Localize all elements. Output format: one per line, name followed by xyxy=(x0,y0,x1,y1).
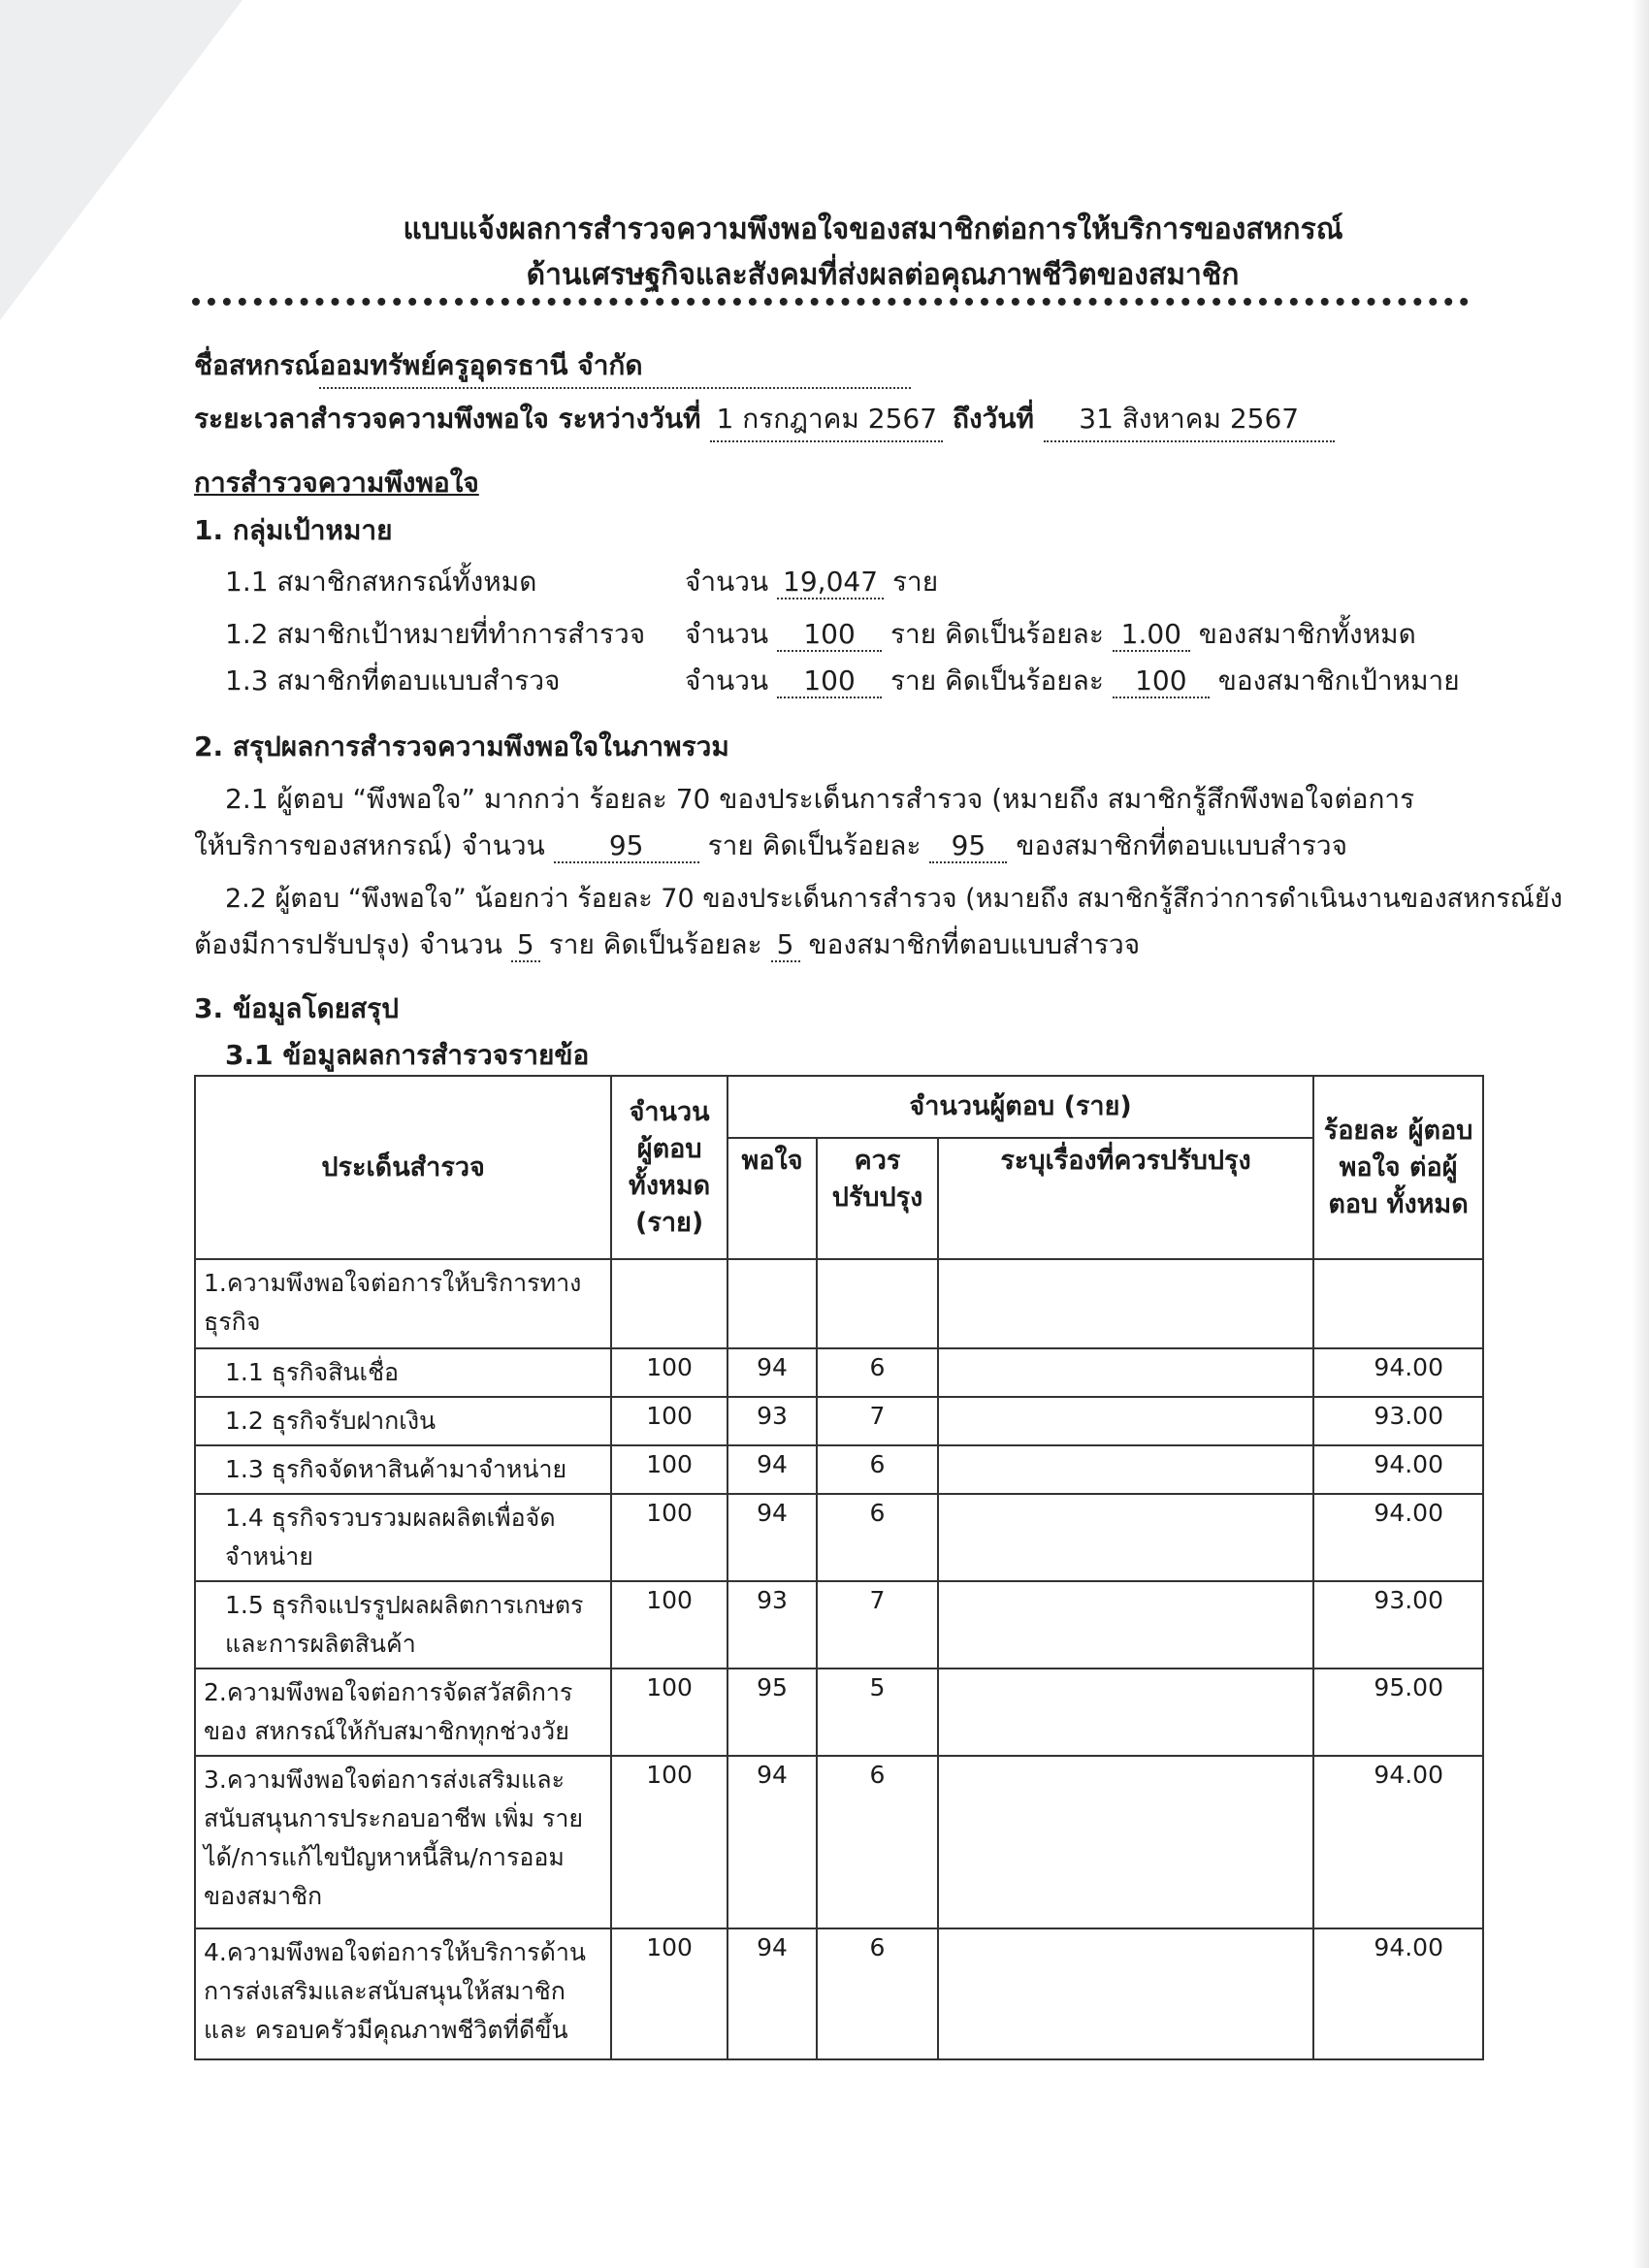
coop-name-value: ออมทรัพย์ครูอุดรธานี จำกัด xyxy=(319,344,911,389)
table-row xyxy=(195,1581,1483,1669)
row-total: 100 xyxy=(611,1397,728,1445)
row-topic: 1.4 ธุรกิจรวบรวมผลผลิตเพื่อจัด จำหน่าย xyxy=(195,1494,611,1581)
row-satisfied: 94 xyxy=(728,1756,817,1928)
row-improve: 6 xyxy=(817,1445,938,1494)
row-specify xyxy=(938,1348,1313,1397)
table-row xyxy=(195,1259,1483,1348)
header-total-respondents: จำนวน ผู้ตอบ ทั้งหมด (ราย) xyxy=(611,1076,728,1259)
row-improve xyxy=(817,1259,938,1348)
section1-row3-label: 1.3 สมาชิกที่ตอบแบบสำรวจ xyxy=(225,664,561,697)
coop-name-line xyxy=(194,344,911,389)
row-satisfied: 94 xyxy=(728,1348,817,1397)
row-improve: 6 xyxy=(817,1348,938,1397)
row-specify xyxy=(938,1756,1313,1928)
document-title-line1: แบบแจ้งผลการสำรวจความพึงพอใจของสมาชิกต่อการให้บริการของสหกรณ์ xyxy=(403,212,1343,246)
section3-subheading: 3.1 ข้อมูลผลการสำรวจรายข้อ xyxy=(225,1039,590,1071)
row-improve: 6 xyxy=(817,1928,938,2059)
table-row xyxy=(195,1397,1483,1445)
period-end-date: 31 สิงหาคม 2567 xyxy=(1044,398,1335,442)
row-satisfied: 93 xyxy=(728,1581,817,1669)
row-percent: 94.00 xyxy=(1313,1445,1483,1494)
survey-heading: การสำรวจความพึงพอใจ xyxy=(194,467,479,499)
row-topic: 4.ความพึงพอใจต่อการให้บริการด้าน การส่งเสริมและสนับสนุนให้สมาชิกและ ครอบครัวมีคุณภาพชีวิตที่ดีขึ้น xyxy=(195,1928,611,2059)
row-total: 100 xyxy=(611,1348,728,1397)
row-satisfied: 94 xyxy=(728,1494,817,1581)
survey-period-line xyxy=(194,398,1335,442)
period-label: ระยะเวลาสำรวจความพึงพอใจ ระหว่างวันที่ xyxy=(194,403,701,435)
period-to-label: ถึงวันที่ xyxy=(953,403,1034,435)
table-row xyxy=(195,1494,1483,1581)
table-row xyxy=(195,1348,1483,1397)
section1-row2-label: 1.2 สมาชิกเป้าหมายที่ทำการสำรวจ xyxy=(225,618,646,650)
header-topic: ประเด็นสำรวจ xyxy=(195,1076,611,1259)
header-percent-satisfied: ร้อยละ ผู้ตอบพอใจ ต่อผู้ตอบ ทั้งหมด xyxy=(1313,1076,1483,1259)
row-specify xyxy=(938,1928,1313,2059)
row-topic: 3.ความพึงพอใจต่อการส่งเสริมและ สนับสนุนการประกอบอาชีพ เพิ่ม รายได้/การแก้ไขปัญหาหนี้สิน/การออม ของสมาชิก xyxy=(195,1756,611,1928)
row-total: 100 xyxy=(611,1494,728,1581)
row-specify xyxy=(938,1445,1313,1494)
row-percent: 93.00 xyxy=(1313,1581,1483,1669)
section3-heading: 3. ข้อมูลโดยสรุป xyxy=(194,992,399,1024)
header-satisfied: พอใจ xyxy=(728,1138,817,1259)
row-improve: 6 xyxy=(817,1494,938,1581)
row-topic: 1.1 ธุรกิจสินเชื่อ xyxy=(195,1348,611,1397)
row-percent: 95.00 xyxy=(1313,1669,1483,1756)
row-total xyxy=(611,1259,728,1348)
section1-row1-label: 1.1 สมาชิกสหกรณ์ทั้งหมด xyxy=(225,566,537,598)
document-title-line2: ด้านเศรษฐกิจและสังคมที่ส่งผลต่อคุณภาพชีวิตของสมาชิก xyxy=(526,258,1240,292)
section1-row3-value: จำนวน 100 ราย คิดเป็นร้อยละ 100 ของสมาชิกเป้าหมาย xyxy=(685,664,1460,697)
row-percent: 94.00 xyxy=(1313,1494,1483,1581)
row-improve: 6 xyxy=(817,1756,938,1928)
row-percent: 93.00 xyxy=(1313,1397,1483,1445)
row-total: 100 xyxy=(611,1928,728,2059)
header-specify-improvement: ระบุเรื่องที่ควรปรับปรุง xyxy=(938,1138,1313,1259)
row-specify xyxy=(938,1669,1313,1756)
row-specify xyxy=(938,1494,1313,1581)
table-row xyxy=(195,1445,1483,1494)
row-satisfied: 95 xyxy=(728,1669,817,1756)
table-row xyxy=(195,1928,1483,2059)
section2-para1-line2: ให้บริการของสหกรณ์) จำนวน 95 ราย คิดเป็นร้อยละ 95 ของสมาชิกที่ตอบแบบสำรวจ xyxy=(194,829,1347,861)
section1-heading: 1. กลุ่มเป้าหมาย xyxy=(194,514,393,546)
row-improve: 7 xyxy=(817,1397,938,1445)
section2-para1-line1: 2.1 ผู้ตอบ “พึงพอใจ” มากกว่า ร้อยละ 70 ของประเด็นการสำรวจ (หมายถึง สมาชิกรู้สึกพึงพอใจต่อการ xyxy=(225,783,1415,815)
row-topic: 1.ความพึงพอใจต่อการให้บริการทาง ธุรกิจ xyxy=(195,1259,611,1348)
row-improve: 5 xyxy=(817,1669,938,1756)
row-specify xyxy=(938,1397,1313,1445)
table-row xyxy=(195,1669,1483,1756)
row-percent: 94.00 xyxy=(1313,1928,1483,2059)
row-total: 100 xyxy=(611,1445,728,1494)
section2-para2-line2: ต้องมีการปรับปรุง) จำนวน 5 ราย คิดเป็นร้อยละ 5 ของสมาชิกที่ตอบแบบสำรวจ xyxy=(194,928,1141,960)
row-satisfied xyxy=(728,1259,817,1348)
row-improve: 7 xyxy=(817,1581,938,1669)
row-topic: 2.ความพึงพอใจต่อการจัดสวัสดิการของ สหกรณ์ให้กับสมาชิกทุกช่วงวัย xyxy=(195,1669,611,1756)
period-start-date: 1 กรกฎาคม 2567 xyxy=(710,398,943,442)
header-should-improve: ควร ปรับปรุง xyxy=(817,1138,938,1259)
row-total: 100 xyxy=(611,1669,728,1756)
row-total: 100 xyxy=(611,1581,728,1669)
row-percent xyxy=(1313,1259,1483,1348)
section2-para2-line1: 2.2 ผู้ตอบ “พึงพอใจ” น้อยกว่า ร้อยละ 70 ของประเด็นการสำรวจ (หมายถึง สมาชิกรู้สึกว่าการดำเนินงานของสหกรณ์ยัง xyxy=(225,884,1563,914)
survey-results-table xyxy=(194,1075,1484,2060)
section1-row2-value: จำนวน 100 ราย คิดเป็นร้อยละ 1.00 ของสมาชิกทั้งหมด xyxy=(685,618,1416,650)
header-respondents-group: จำนวนผู้ตอบ (ราย) xyxy=(728,1076,1313,1138)
row-topic: 1.5 ธุรกิจแปรรูปผลผลิตการเกษตร และการผลิตสินค้า xyxy=(195,1581,611,1669)
row-satisfied: 94 xyxy=(728,1928,817,2059)
row-satisfied: 94 xyxy=(728,1445,817,1494)
table-row xyxy=(195,1756,1483,1928)
row-percent: 94.00 xyxy=(1313,1756,1483,1928)
row-percent: 94.00 xyxy=(1313,1348,1483,1397)
section2-heading: 2. สรุปผลการสำรวจความพึงพอใจในภาพรวม xyxy=(194,730,729,762)
row-specify xyxy=(938,1259,1313,1348)
row-total: 100 xyxy=(611,1756,728,1928)
row-satisfied: 93 xyxy=(728,1397,817,1445)
row-topic: 1.3 ธุรกิจจัดหาสินค้ามาจำหน่าย xyxy=(195,1445,611,1494)
title-divider xyxy=(192,298,1469,306)
section1-row1-value: จำนวน 19,047 ราย xyxy=(685,566,939,598)
row-topic: 1.2 ธุรกิจรับฝากเงิน xyxy=(195,1397,611,1445)
scan-edge-shadow xyxy=(1632,0,1649,2268)
row-specify xyxy=(938,1581,1313,1669)
coop-name-label: ชื่อสหกรณ์ xyxy=(194,349,320,381)
